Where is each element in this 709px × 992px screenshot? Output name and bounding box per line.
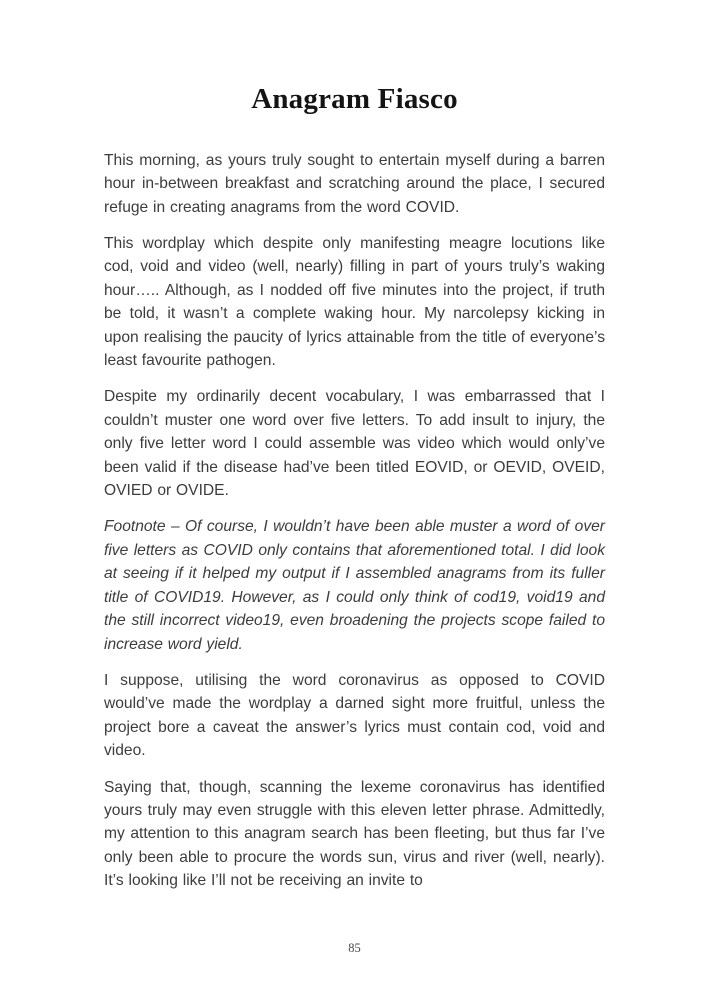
paragraph: This wordplay which despite only manifesting meagre locutions like cod, void and video (well, nearly) filling in part of yours truly’s waking hour….. Although, as I nodded off five minutes into the project, if truth be told, it wasn’t a complete waking hour. My narcolepsy kicking in upon realising the paucity of lyrics attainable from the title of everyone’s least favourite pathogen. <box>104 235 605 370</box>
page-title: Anagram Fiasco <box>251 83 458 115</box>
paragraph: This morning, as yours truly sought to entertain myself during a barren hour in-between breakfast and scratching around the place, I secured refuge in creating anagrams from the word COVID. <box>104 151 605 216</box>
paragraph: Saying that, though, scanning the lexeme coronavirus has identified yours truly may even struggle with this eleven letter phrase. Admittedly, my attention to this anagram search has been fleeting, but thus far I’ve only been able to procure the words sun, virus and river (well, nearly). It’s looking like I’ll not be receiving an invite to <box>104 778 605 890</box>
paragraph: Despite my ordinarily decent vocabulary, I was embarrassed that I couldn’t muster one word over five letters. To add insult to injury, the only five letter word I could assemble was video which would only’ve been valid if the disease had’ve been titled EOVID, or OEVID, OVEID, OVIED or OVIDE. <box>104 388 605 500</box>
paragraph-footnote: Footnote – Of course, I wouldn’t have been able muster a word of over five letters as COVID only contains that aforementioned total. I did look at seeing if it helped my output if I assembled anagrams from its fuller title of COVID19. However, as I could only think of cod19, void19 and the still incorrect video19, even broadening the projects scope failed to increase word yield. <box>104 518 605 653</box>
page-number: 85 <box>348 941 361 955</box>
paragraph: I suppose, utilising the word coronavirus as opposed to COVID would’ve made the wordplay a darned sight more fruitful, unless the project bore a caveat the answer’s lyrics must contain cod, void and video. <box>104 671 605 760</box>
